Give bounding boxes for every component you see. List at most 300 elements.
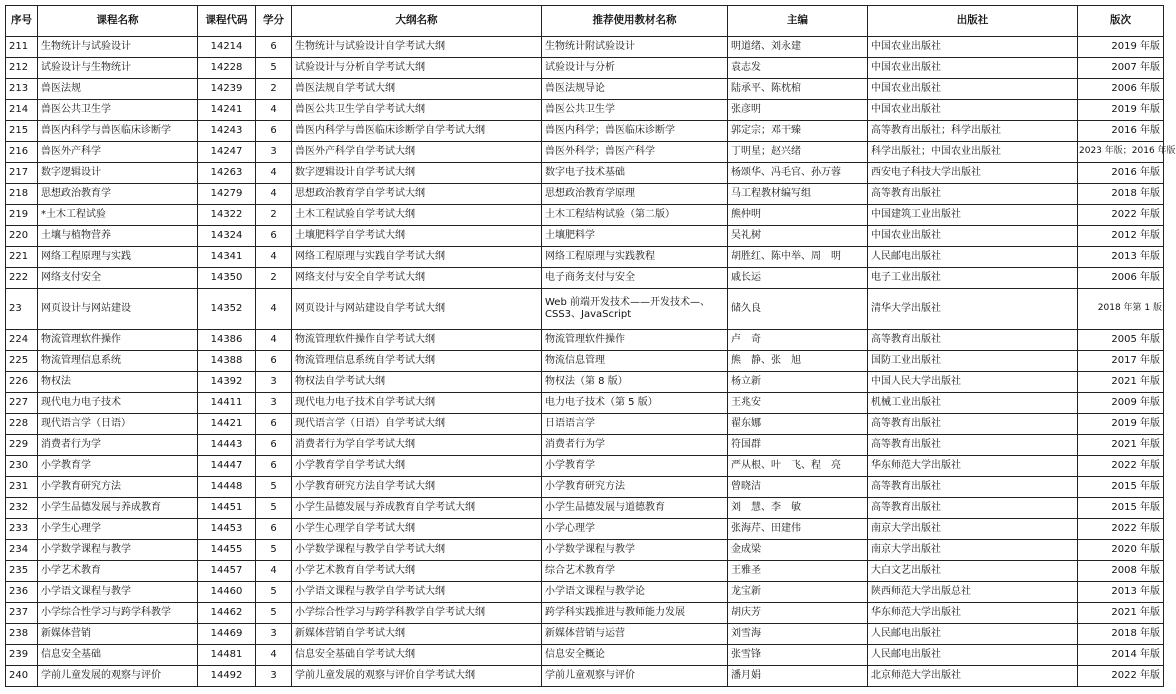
cell-edition: 2008 年版: [1078, 561, 1164, 582]
cell-textbook: 电力电子技术（第 5 版）: [542, 393, 728, 414]
cell-credit: 4: [256, 247, 292, 268]
table-row: [6, 163, 1164, 184]
table-row: [6, 58, 1164, 79]
cell-code: 14455: [198, 540, 256, 561]
cell-editor: 郭定宗；邓干臻: [728, 121, 868, 142]
cell-edition: 2009 年版: [1078, 393, 1164, 414]
cell-edition: 2019 年版: [1078, 37, 1164, 58]
cell-outline: 消费者行为学自学考试大纲: [292, 435, 542, 456]
cell-outline: 土壤肥料学自学考试大纲: [292, 226, 542, 247]
cell-publisher: 大白文艺出版社: [868, 561, 1078, 582]
table-row: [6, 477, 1164, 498]
cell-editor: 曾晓洁: [728, 477, 868, 498]
cell-editor: 丁明星；赵兴绪: [728, 142, 868, 163]
cell-editor: 明道绪、刘永建: [728, 37, 868, 58]
cell-credit: 3: [256, 142, 292, 163]
header-credit: 学分: [256, 6, 292, 37]
cell-textbook: 小学心理学: [542, 519, 728, 540]
cell-textbook: 日语语言学: [542, 414, 728, 435]
cell-edition: 2005 年版: [1078, 330, 1164, 351]
cell-edition: 2018 年版: [1078, 184, 1164, 205]
cell-course: 网页设计与网站建设: [38, 289, 198, 330]
cell-course: 数字逻辑设计: [38, 163, 198, 184]
cell-publisher: 南京大学出版社: [868, 540, 1078, 561]
table-row: [6, 414, 1164, 435]
cell-credit: 5: [256, 603, 292, 624]
header-no: 序号: [6, 6, 38, 37]
cell-textbook: 小学语文课程与教学论: [542, 582, 728, 603]
cell-publisher: 人民邮电出版社: [868, 645, 1078, 666]
cell-outline: 现代语言学（日语）自学考试大纲: [292, 414, 542, 435]
cell-outline: 小学教育学自学考试大纲: [292, 456, 542, 477]
cell-course: *土木工程试验: [38, 205, 198, 226]
cell-publisher: 陕西师范大学出版总社: [868, 582, 1078, 603]
table-row: [6, 226, 1164, 247]
cell-credit: 3: [256, 372, 292, 393]
cell-editor: 杨立新: [728, 372, 868, 393]
cell-code: 14457: [198, 561, 256, 582]
cell-course: 网络工程原理与实践: [38, 247, 198, 268]
table-body: [6, 37, 1176, 687]
cell-outline: 数字逻辑设计自学考试大纲: [292, 163, 542, 184]
cell-course: 消费者行为学: [38, 435, 198, 456]
table-row: [6, 519, 1164, 540]
cell-outline: 小学生心理学自学考试大纲: [292, 519, 542, 540]
table-row: [6, 603, 1164, 624]
table-row: [6, 582, 1164, 603]
cell-edition: 2014 年版: [1078, 645, 1164, 666]
cell-editor: 潘月娟: [728, 666, 868, 687]
cell-editor: 袁志发: [728, 58, 868, 79]
cell-code: 14462: [198, 603, 256, 624]
cell-course: 现代语言学（日语）: [38, 414, 198, 435]
cell-textbook: Web 前端开发技术——开发技术—、CSS3、JavaScript: [542, 289, 728, 330]
cell-outline: 物权法自学考试大纲: [292, 372, 542, 393]
table-row: [6, 330, 1164, 351]
cell-publisher: 中国人民大学出版社: [868, 372, 1078, 393]
cell-publisher: 科学出版社；中国农业出版社: [868, 142, 1078, 163]
cell-textbook: 兽医公共卫生学: [542, 100, 728, 121]
cell-publisher: 高等教育出版社；科学出版社: [868, 121, 1078, 142]
cell-textbook: 综合艺术教育学: [542, 561, 728, 582]
cell-credit: 5: [256, 58, 292, 79]
cell-credit: 4: [256, 100, 292, 121]
cell-course: 现代电力电子技术: [38, 393, 198, 414]
cell-no: 222: [6, 268, 38, 289]
cell-no: 228: [6, 414, 38, 435]
cell-publisher: 北京师范大学出版社: [868, 666, 1078, 687]
cell-no: 215: [6, 121, 38, 142]
table-row: [6, 142, 1164, 163]
cell-editor: 胡庆芳: [728, 603, 868, 624]
cell-edition: 2019 年版: [1078, 414, 1164, 435]
cell-no: 227: [6, 393, 38, 414]
cell-credit: 6: [256, 226, 292, 247]
table-row: [6, 456, 1164, 477]
cell-textbook: 兽医法规导论: [542, 79, 728, 100]
header-outline: 大纲名称: [292, 6, 542, 37]
cell-credit: 2: [256, 79, 292, 100]
cell-course: 网络支付安全: [38, 268, 198, 289]
cell-publisher: 高等教育出版社: [868, 477, 1078, 498]
cell-textbook: 小学教育学: [542, 456, 728, 477]
cell-course: 小学教育研究方法: [38, 477, 198, 498]
table-row: [6, 351, 1164, 372]
cell-code: 14469: [198, 624, 256, 645]
table-row: [6, 268, 1164, 289]
cell-outline: 小学艺术教育自学考试大纲: [292, 561, 542, 582]
cell-edition: 2022 年版: [1078, 205, 1164, 226]
cell-editor: 刘 慧、李 敏: [728, 498, 868, 519]
cell-textbook: 思想政治教育学原理: [542, 184, 728, 205]
cell-outline: 兽医内科学与兽医临床诊断学自学考试大纲: [292, 121, 542, 142]
table-row: [6, 435, 1164, 456]
cell-course: 土壤与植物营养: [38, 226, 198, 247]
cell-credit: 5: [256, 477, 292, 498]
cell-outline: 生物统计与试验设计自学考试大纲: [292, 37, 542, 58]
cell-outline: 网络工程原理与实践自学考试大纲: [292, 247, 542, 268]
cell-no: 213: [6, 79, 38, 100]
cell-course: 小学艺术教育: [38, 561, 198, 582]
table-row: [6, 37, 1164, 58]
cell-textbook: 物流信息管理: [542, 351, 728, 372]
cell-textbook: 小学教育研究方法: [542, 477, 728, 498]
cell-no: 217: [6, 163, 38, 184]
cell-credit: 6: [256, 121, 292, 142]
cell-no: 234: [6, 540, 38, 561]
cell-code: 14322: [198, 205, 256, 226]
cell-edition: 2013 年版: [1078, 582, 1164, 603]
cell-edition: 2018 年版: [1078, 624, 1164, 645]
cell-publisher: 华东师范大学出版社: [868, 603, 1078, 624]
cell-credit: 4: [256, 645, 292, 666]
cell-edition: 2022 年版: [1078, 519, 1164, 540]
table-row: [6, 121, 1164, 142]
cell-credit: 3: [256, 624, 292, 645]
cell-credit: 6: [256, 351, 292, 372]
header-row: [6, 6, 1164, 37]
cell-editor: 熊仲明: [728, 205, 868, 226]
cell-outline: 网络支付与安全自学考试大纲: [292, 268, 542, 289]
cell-credit: 5: [256, 582, 292, 603]
cell-editor: 符国群: [728, 435, 868, 456]
cell-code: 14341: [198, 247, 256, 268]
cell-code: 14279: [198, 184, 256, 205]
cell-editor: 杨颂华、冯毛官、孙万蓉: [728, 163, 868, 184]
cell-code: 14243: [198, 121, 256, 142]
header-publisher: 出版社: [868, 6, 1078, 37]
cell-editor: 储久良: [728, 289, 868, 330]
cell-outline: 小学教育研究方法自学考试大纲: [292, 477, 542, 498]
cell-no: 238: [6, 624, 38, 645]
table-row: [6, 289, 1164, 330]
cell-code: 14350: [198, 268, 256, 289]
cell-course: 学前儿童发展的观察与评价: [38, 666, 198, 687]
cell-edition: 2015 年版: [1078, 498, 1164, 519]
cell-editor: 张彦明: [728, 100, 868, 121]
cell-course: 小学教育学: [38, 456, 198, 477]
cell-no: 232: [6, 498, 38, 519]
cell-course: 试验设计与生物统计: [38, 58, 198, 79]
cell-textbook: 消费者行为学: [542, 435, 728, 456]
cell-no: 219: [6, 205, 38, 226]
cell-publisher: 机械工业出版社: [868, 393, 1078, 414]
cell-editor: 吴礼树: [728, 226, 868, 247]
cell-editor: 翟东娜: [728, 414, 868, 435]
cell-no: 216: [6, 142, 38, 163]
cell-edition: 2019 年版: [1078, 100, 1164, 121]
cell-editor: 胡胜红、陈中举、周 明: [728, 247, 868, 268]
cell-no: 239: [6, 645, 38, 666]
cell-editor: 熊 静、张 旭: [728, 351, 868, 372]
cell-outline: 新媒体营销自学考试大纲: [292, 624, 542, 645]
cell-outline: 兽医外产科学自学考试大纲: [292, 142, 542, 163]
cell-textbook: 物权法（第 8 版）: [542, 372, 728, 393]
cell-outline: 物流管理软件操作自学考试大纲: [292, 330, 542, 351]
cell-course: 信息安全基础: [38, 645, 198, 666]
cell-course: 新媒体营销: [38, 624, 198, 645]
cell-course: 兽医公共卫生学: [38, 100, 198, 121]
table-row: [6, 666, 1164, 687]
cell-code: 14228: [198, 58, 256, 79]
cell-credit: 5: [256, 540, 292, 561]
cell-textbook: 兽医内科学；兽医临床诊断学: [542, 121, 728, 142]
cell-course: 小学语文课程与教学: [38, 582, 198, 603]
cell-code: 14492: [198, 666, 256, 687]
cell-no: 212: [6, 58, 38, 79]
cell-outline: 试验设计与分析自学考试大纲: [292, 58, 542, 79]
cell-textbook: 跨学科实践推进与教师能力发展: [542, 603, 728, 624]
cell-textbook: 生物统计附试验设计: [542, 37, 728, 58]
cell-code: 14386: [198, 330, 256, 351]
cell-editor: 戚长运: [728, 268, 868, 289]
cell-credit: 6: [256, 37, 292, 58]
cell-outline: 小学生品德发展与养成教育自学考试大纲: [292, 498, 542, 519]
cell-publisher: 中国农业出版社: [868, 100, 1078, 121]
cell-textbook: 信息安全概论: [542, 645, 728, 666]
cell-course: 兽医法规: [38, 79, 198, 100]
cell-code: 14443: [198, 435, 256, 456]
cell-publisher: 中国农业出版社: [868, 58, 1078, 79]
cell-publisher: 高等教育出版社: [868, 330, 1078, 351]
cell-no: 226: [6, 372, 38, 393]
cell-publisher: 中国农业出版社: [868, 37, 1078, 58]
cell-no: 23: [6, 289, 38, 330]
cell-publisher: 中国农业出版社: [868, 79, 1078, 100]
cell-editor: 卢 奇: [728, 330, 868, 351]
cell-credit: 6: [256, 414, 292, 435]
table-row: [6, 100, 1164, 121]
cell-outline: 小学语文课程与教学自学考试大纲: [292, 582, 542, 603]
cell-no: 211: [6, 37, 38, 58]
cell-code: 14263: [198, 163, 256, 184]
cell-publisher: 高等教育出版社: [868, 184, 1078, 205]
cell-course: 思想政治教育学: [38, 184, 198, 205]
cell-publisher: 清华大学出版社: [868, 289, 1078, 330]
cell-edition: 2018 年第 1 版: [1078, 289, 1164, 330]
cell-outline: 网页设计与网站建设自学考试大纲: [292, 289, 542, 330]
cell-credit: 4: [256, 184, 292, 205]
cell-code: 14453: [198, 519, 256, 540]
cell-edition: 2013 年版: [1078, 247, 1164, 268]
cell-edition: 2021 年版: [1078, 435, 1164, 456]
cell-code: 14411: [198, 393, 256, 414]
cell-publisher: 电子工业出版社: [868, 268, 1078, 289]
cell-credit: 6: [256, 456, 292, 477]
cell-editor: 王雅圣: [728, 561, 868, 582]
cell-code: 14352: [198, 289, 256, 330]
cell-code: 14388: [198, 351, 256, 372]
cell-credit: 2: [256, 205, 292, 226]
cell-textbook: 小学数学课程与教学: [542, 540, 728, 561]
cell-edition: 2006 年版: [1078, 79, 1164, 100]
cell-no: 233: [6, 519, 38, 540]
cell-code: 14392: [198, 372, 256, 393]
cell-publisher: 中国建筑工业出版社: [868, 205, 1078, 226]
cell-outline: 小学综合性学习与跨学科教学自学考试大纲: [292, 603, 542, 624]
cell-code: 14241: [198, 100, 256, 121]
cell-credit: 4: [256, 163, 292, 184]
cell-no: 225: [6, 351, 38, 372]
cell-publisher: 高等教育出版社: [868, 498, 1078, 519]
cell-edition: 2015 年版: [1078, 477, 1164, 498]
cell-editor: 金成梁: [728, 540, 868, 561]
cell-credit: 4: [256, 330, 292, 351]
cell-code: 14448: [198, 477, 256, 498]
cell-editor: 王兆安: [728, 393, 868, 414]
cell-credit: 6: [256, 519, 292, 540]
cell-credit: 3: [256, 666, 292, 687]
cell-textbook: 物流管理软件操作: [542, 330, 728, 351]
cell-code: 14447: [198, 456, 256, 477]
cell-publisher: 国防工业出版社: [868, 351, 1078, 372]
cell-outline: 学前儿童发展的观察与评价自学考试大纲: [292, 666, 542, 687]
cell-edition: 2017 年版: [1078, 351, 1164, 372]
cell-code: 14324: [198, 226, 256, 247]
cell-edition: 2022 年版: [1078, 666, 1164, 687]
cell-editor: 马工程教材编写组: [728, 184, 868, 205]
cell-publisher: 高等教育出版社: [868, 435, 1078, 456]
cell-no: 214: [6, 100, 38, 121]
cell-publisher: 西安电子科技大学出版社: [868, 163, 1078, 184]
cell-outline: 现代电力电子技术自学考试大纲: [292, 393, 542, 414]
cell-textbook: 试验设计与分析: [542, 58, 728, 79]
cell-textbook: 土木工程结构试验（第二版）: [542, 205, 728, 226]
cell-publisher: 高等教育出版社: [868, 414, 1078, 435]
cell-edition: 2022 年版: [1078, 456, 1164, 477]
cell-course: 物权法: [38, 372, 198, 393]
cell-textbook: 网络工程原理与实践教程: [542, 247, 728, 268]
table-row: [6, 540, 1164, 561]
table-row: [6, 79, 1164, 100]
table-row: [6, 372, 1164, 393]
cell-publisher: 南京大学出版社: [868, 519, 1078, 540]
cell-publisher: 中国农业出版社: [868, 226, 1078, 247]
header-code: 课程代码: [198, 6, 256, 37]
cell-edition: 2012 年版: [1078, 226, 1164, 247]
cell-no: 229: [6, 435, 38, 456]
cell-credit: 4: [256, 289, 292, 330]
header-editor: 主编: [728, 6, 868, 37]
cell-course: 小学生心理学: [38, 519, 198, 540]
table-row: [6, 645, 1164, 666]
cell-outline: 兽医法规自学考试大纲: [292, 79, 542, 100]
cell-edition: 2016 年版: [1078, 121, 1164, 142]
cell-no: 220: [6, 226, 38, 247]
cell-no: 237: [6, 603, 38, 624]
cell-textbook: 学前儿童观察与评价: [542, 666, 728, 687]
header-edition: 版次: [1078, 6, 1164, 37]
cell-code: 14247: [198, 142, 256, 163]
cell-credit: 3: [256, 393, 292, 414]
cell-publisher: 人民邮电出版社: [868, 247, 1078, 268]
cell-credit: 5: [256, 498, 292, 519]
table-row: [6, 393, 1164, 414]
cell-editor: 张雪锋: [728, 645, 868, 666]
table-row: [6, 561, 1164, 582]
cell-no: 230: [6, 456, 38, 477]
cell-no: 236: [6, 582, 38, 603]
cell-code: 14460: [198, 582, 256, 603]
cell-outline: 物流管理信息系统自学考试大纲: [292, 351, 542, 372]
cell-course: 小学综合性学习与跨学科教学: [38, 603, 198, 624]
cell-no: 235: [6, 561, 38, 582]
cell-course: 小学生品德发展与养成教育: [38, 498, 198, 519]
table-row: [6, 498, 1164, 519]
cell-credit: 6: [256, 435, 292, 456]
cell-no: 231: [6, 477, 38, 498]
cell-course: 兽医外产科学: [38, 142, 198, 163]
cell-course: 生物统计与试验设计: [38, 37, 198, 58]
cell-edition: 2007 年版: [1078, 58, 1164, 79]
header-course: 课程名称: [38, 6, 198, 37]
cell-textbook: 小学生品德发展与道德教育: [542, 498, 728, 519]
cell-outline: 思想政治教育学自学考试大纲: [292, 184, 542, 205]
cell-edition: 2021 年版: [1078, 372, 1164, 393]
cell-no: 224: [6, 330, 38, 351]
cell-code: 14451: [198, 498, 256, 519]
cell-credit: 4: [256, 561, 292, 582]
cell-edition: 2016 年版: [1078, 163, 1164, 184]
cell-no: 221: [6, 247, 38, 268]
cell-code: 14421: [198, 414, 256, 435]
cell-publisher: 人民邮电出版社: [868, 624, 1078, 645]
cell-outline: 小学数学课程与教学自学考试大纲: [292, 540, 542, 561]
cell-course: 小学数学课程与教学: [38, 540, 198, 561]
cell-textbook: 数字电子技术基础: [542, 163, 728, 184]
cell-editor: 陆承平、陈枕棺: [728, 79, 868, 100]
table-row: [6, 624, 1164, 645]
cell-outline: 兽医公共卫生学自学考试大纲: [292, 100, 542, 121]
cell-textbook: 兽医外科学；兽医产科学: [542, 142, 728, 163]
cell-course: 兽医内科学与兽医临床诊断学: [38, 121, 198, 142]
cell-edition: 2021 年版: [1078, 603, 1164, 624]
cell-code: 14214: [198, 37, 256, 58]
header-textbook: 推荐使用教材名称: [542, 6, 728, 37]
cell-editor: 张海芹、田建伟: [728, 519, 868, 540]
cell-editor: 龙宝新: [728, 582, 868, 603]
cell-edition: 2006 年版: [1078, 268, 1164, 289]
cell-textbook: 新媒体营销与运营: [542, 624, 728, 645]
cell-edition: 2020 年版: [1078, 540, 1164, 561]
table-row: [6, 247, 1164, 268]
table-row: [6, 205, 1164, 226]
cell-edition: 2023 年版；2016 年版: [1078, 142, 1164, 163]
cell-no: 218: [6, 184, 38, 205]
cell-code: 14239: [198, 79, 256, 100]
cell-outline: 信息安全基础自学考试大纲: [292, 645, 542, 666]
table-row: [6, 184, 1164, 205]
